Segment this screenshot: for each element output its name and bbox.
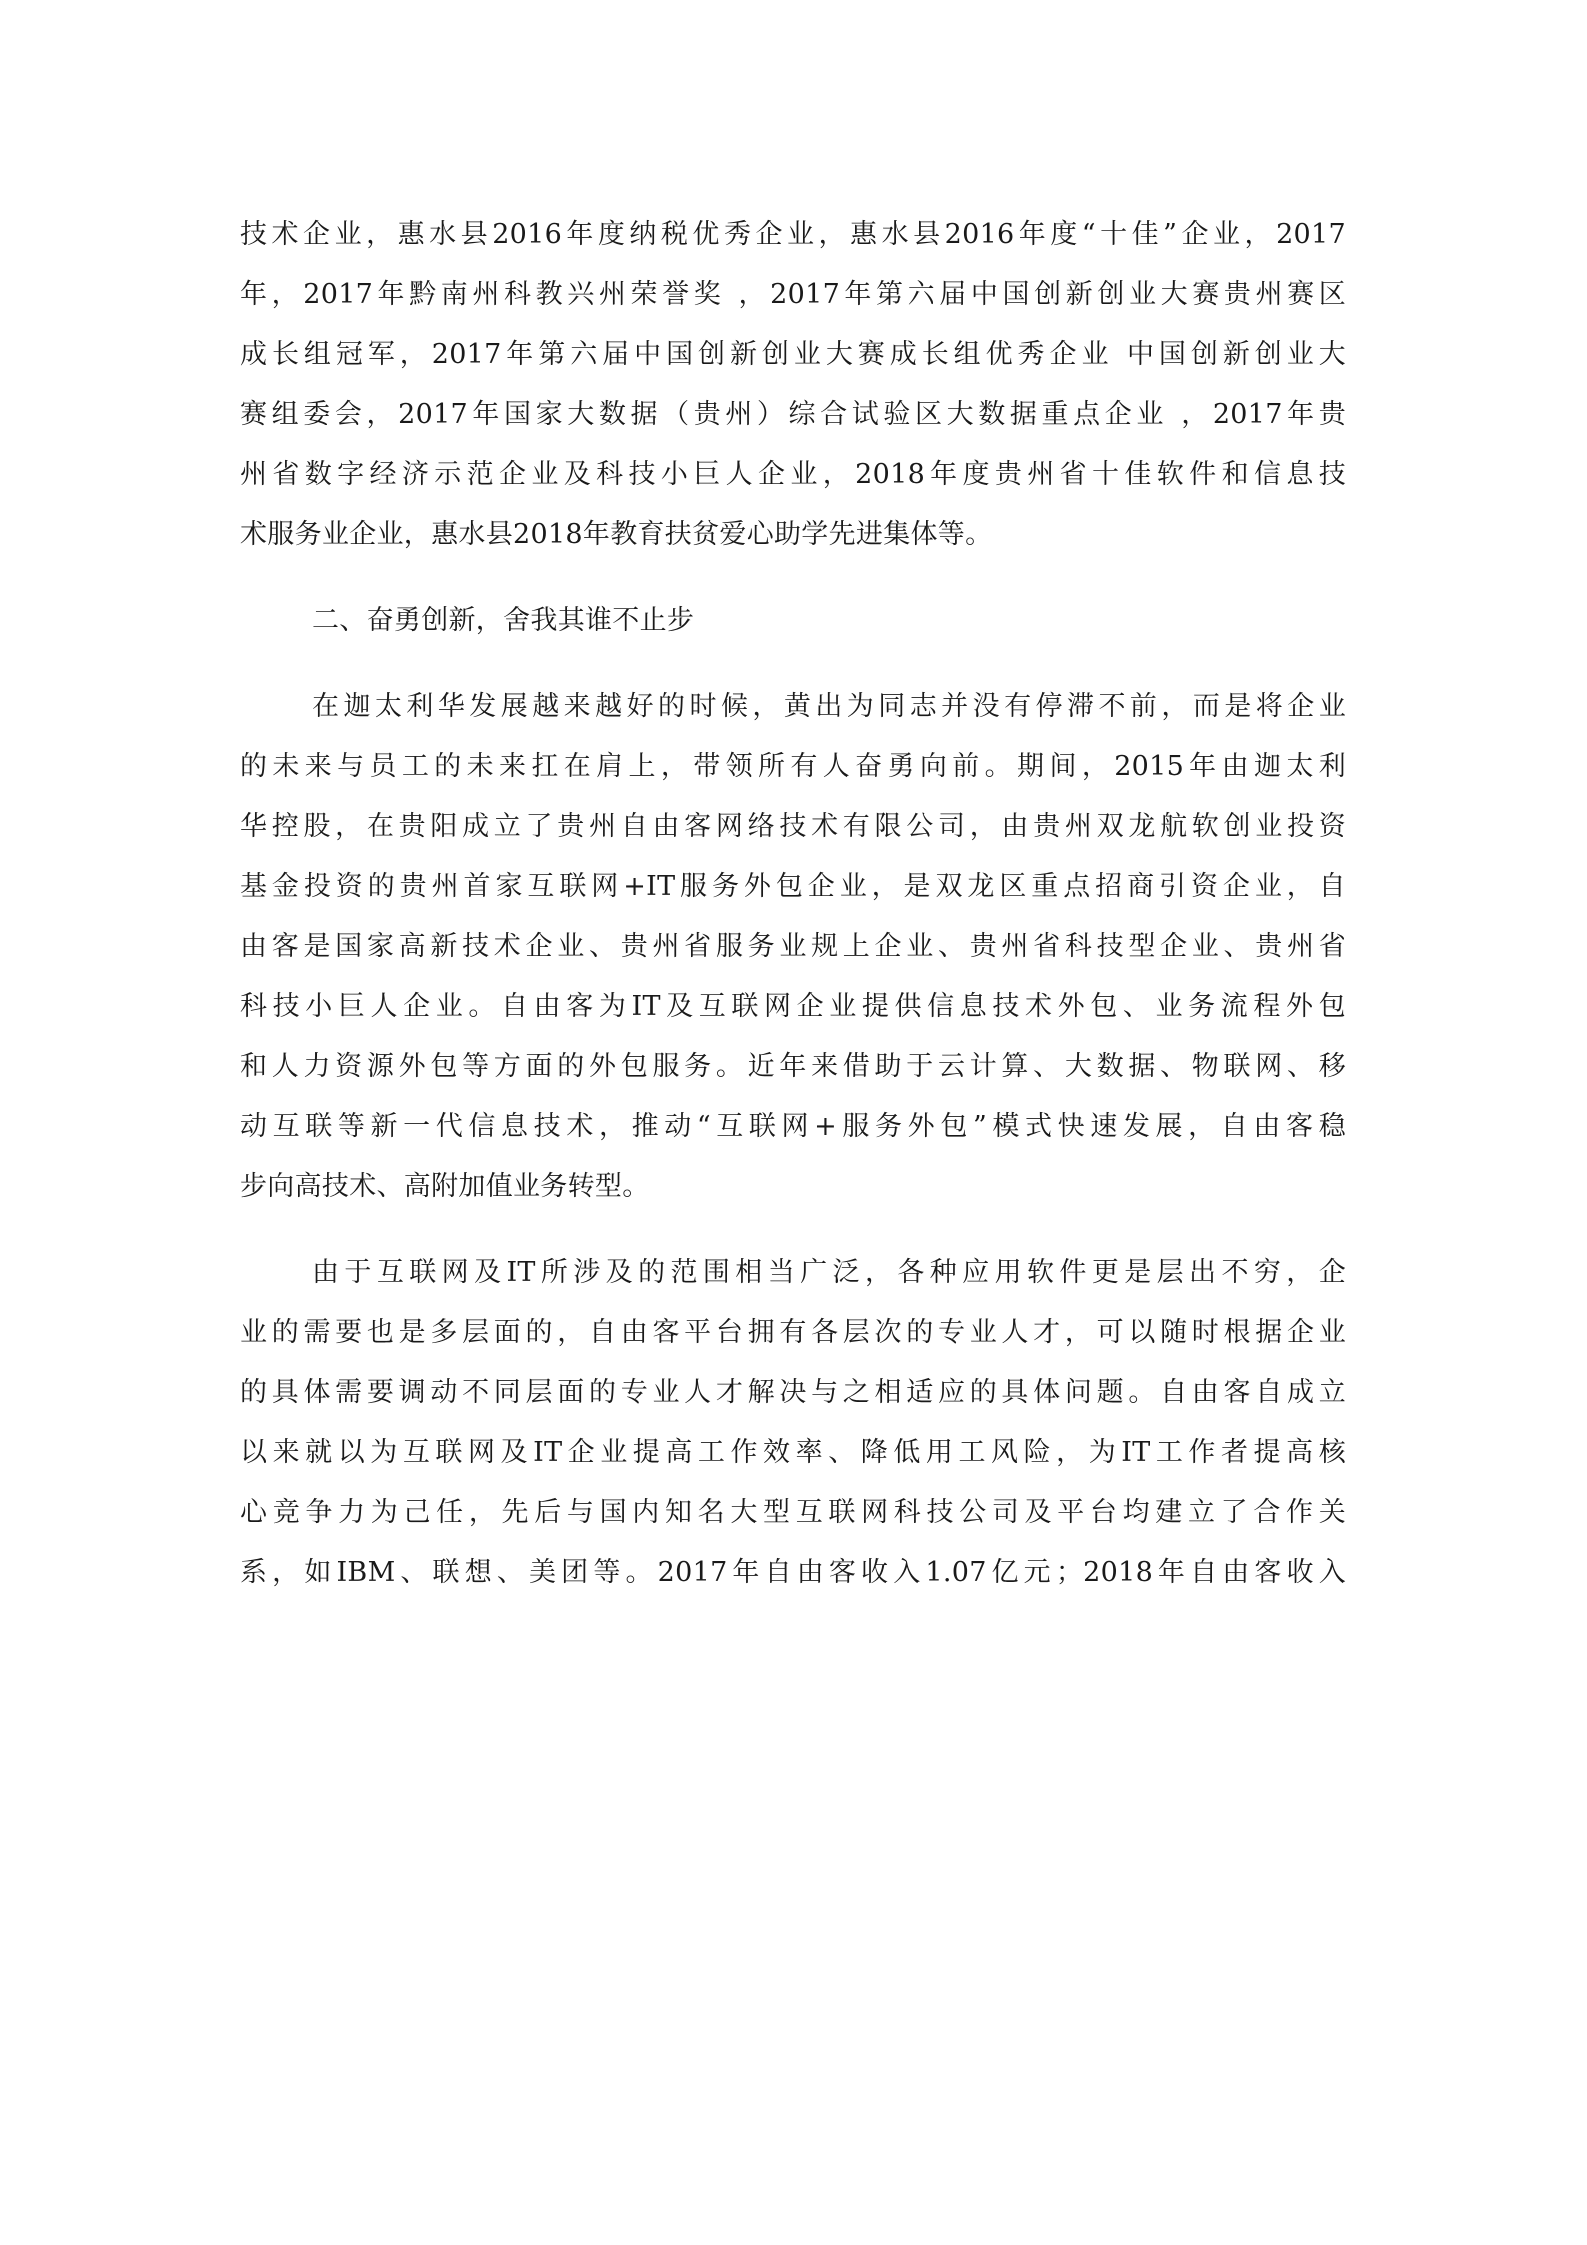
text-line: 华控股，在贵阳成立了贵州自由客网络技术有限公司，由贵州双龙航软创业投资 <box>240 811 1346 842</box>
document-page <box>240 205 1346 1603</box>
text-line: 成长组冠军，2017年第六届中国创新创业大赛成长组优秀企业 中国创新创业大 <box>240 339 1346 370</box>
text-line: 动互联等新一代信息技术，推动“互联网+服务外包”模式快速发展，自由客稳 <box>240 1111 1346 1142</box>
section-heading: 二、奋勇创新，舍我其谁不止步 <box>312 605 695 636</box>
text-line: 的未来与员工的未来扛在肩上，带领所有人奋勇向前。期间，2015年由迦太利 <box>240 751 1346 782</box>
paragraph-innovation <box>240 677 1346 1217</box>
text-line: 和人力资源外包等方面的外包服务。近年来借助于云计算、大数据、物联网、移 <box>240 1051 1346 1082</box>
text-line: 科技小巨人企业。自由客为IT及互联网企业提供信息技术外包、业务流程外包 <box>240 991 1346 1022</box>
text-line: 系，如IBM、联想、美团等。2017年自由客收入1.07亿元；2018年自由客收入 <box>240 1557 1346 1588</box>
paragraph-awards <box>240 205 1346 565</box>
text-line: 赛组委会，2017年国家大数据（贵州）综合试验区大数据重点企业 ，2017年贵 <box>240 399 1346 430</box>
text-line: 基金投资的贵州首家互联网+IT服务外包企业，是双龙区重点招商引资企业，自 <box>240 871 1346 902</box>
text-line: 州省数字经济示范企业及科技小巨人企业，2018年度贵州省十佳软件和信息技 <box>240 459 1346 490</box>
text-line: 在迦太利华发展越来越好的时候，黄出为同志并没有停滞不前，而是将企业 <box>312 691 1346 722</box>
text-line: 心竞争力为己任，先后与国内知名大型互联网科技公司及平台均建立了合作关 <box>240 1497 1346 1528</box>
paragraph-platform <box>240 1243 1346 1603</box>
text-line: 由客是国家高新技术企业、贵州省服务业规上企业、贵州省科技型企业、贵州省 <box>240 931 1346 962</box>
text-line: 技术企业，惠水县2016年度纳税优秀企业，惠水县2016年度“十佳”企业，2017 <box>240 219 1346 250</box>
text-line: 步向高技术、高附加值业务转型。 <box>240 1171 650 1202</box>
text-line: 业的需要也是多层面的，自由客平台拥有各层次的专业人才，可以随时根据企业 <box>240 1317 1346 1348</box>
text-line: 的具体需要调动不同层面的专业人才解决与之相适应的具体问题。自由客自成立 <box>240 1377 1346 1408</box>
text-line: 以来就以为互联网及IT企业提高工作效率、降低用工风险，为IT工作者提高核 <box>240 1437 1346 1468</box>
text-line: 年，2017年黔南州科教兴州荣誉奖 ，2017年第六届中国创新创业大赛贵州赛区 <box>240 279 1346 310</box>
text-line: 由于互联网及IT所涉及的范围相当广泛，各种应用软件更是层出不穷，企 <box>312 1257 1346 1288</box>
text-line: 术服务业企业，惠水县2018年教育扶贫爱心助学先进集体等。 <box>240 519 993 550</box>
